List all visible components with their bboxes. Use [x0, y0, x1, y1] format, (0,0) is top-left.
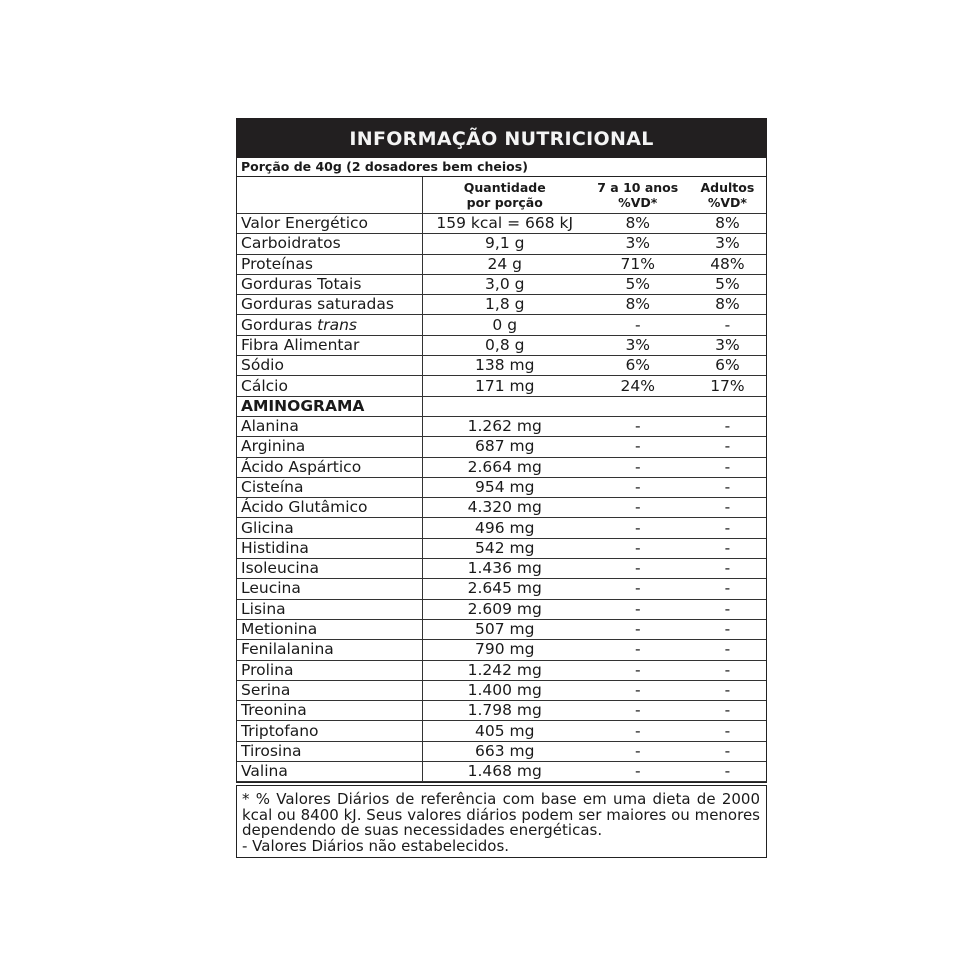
quantity-cell: 0 g [422, 315, 586, 335]
kids-vd-cell: 3% [587, 234, 689, 254]
nutrient-name: Metionina [237, 619, 422, 639]
nutrient-name: Cisteína [237, 477, 422, 497]
kids-vd-cell: - [587, 701, 689, 721]
nutrient-name-prefix: Gorduras [241, 315, 313, 334]
quantity-cell: 171 mg [422, 376, 586, 396]
kids-vd-cell: - [587, 599, 689, 619]
adults-vd-cell: 5% [689, 274, 766, 294]
quantity-cell: 496 mg [422, 518, 586, 538]
aminogram-row [237, 721, 766, 741]
nutrient-name: Lisina [237, 599, 422, 619]
quantity-cell: 663 mg [422, 741, 586, 761]
adults-vd-cell: - [689, 599, 766, 619]
aminogram-row [237, 619, 766, 639]
kids-vd-cell: - [587, 741, 689, 761]
kids-vd-cell: - [587, 721, 689, 741]
kids-vd-cell: 71% [587, 254, 689, 274]
nutrient-row [237, 254, 766, 274]
nutrient-name: Arginina [237, 437, 422, 457]
nutrient-name-italic: trans [317, 315, 357, 334]
adults-vd-cell: 3% [689, 335, 766, 355]
nutrient-name: Valina [237, 762, 422, 782]
aminogram-row [237, 640, 766, 660]
aminogram-header-row [237, 396, 766, 416]
kids-vd-cell: 8% [587, 214, 689, 234]
nutrient-name: Fibra Alimentar [237, 335, 422, 355]
nutrient-name: Gorduras Totais [237, 274, 422, 294]
quantity-cell: 2.664 mg [422, 457, 586, 477]
qty-header-line1: Quantidade [463, 180, 546, 195]
aminogram-row [237, 599, 766, 619]
nutrient-name: Triptofano [237, 721, 422, 741]
adults-vd-cell: - [689, 477, 766, 497]
quantity-cell: 9,1 g [422, 234, 586, 254]
kids-vd-cell: - [587, 457, 689, 477]
adults-vd-cell: - [689, 762, 766, 782]
aminogram-row [237, 762, 766, 782]
quantity-cell: 1,8 g [422, 295, 586, 315]
aminogram-row [237, 680, 766, 700]
adults-vd-cell: - [689, 538, 766, 558]
kids-vd-cell: 8% [587, 295, 689, 315]
quantity-cell: 2.645 mg [422, 579, 586, 599]
nutrient-name: Isoleucina [237, 559, 422, 579]
nutrient-row [237, 376, 766, 396]
adults-vd-cell: 48% [689, 254, 766, 274]
nutrient-name: Sódio [237, 356, 422, 376]
aminogram-row [237, 701, 766, 721]
nutrient-name: Valor Energético [237, 214, 422, 234]
nutrient-name: Cálcio [237, 376, 422, 396]
aminogram-row [237, 741, 766, 761]
kids-vd-cell: - [587, 315, 689, 335]
quantity-cell: 159 kcal = 668 kJ [422, 214, 586, 234]
aminogram-label: AMINOGRAMA [237, 396, 422, 416]
panel-title: INFORMAÇÃO NUTRICIONAL [236, 118, 767, 158]
nutrient-row [237, 274, 766, 294]
adults-vd-cell: - [689, 457, 766, 477]
adults-vd-cell: - [689, 660, 766, 680]
quantity-cell: 3,0 g [422, 274, 586, 294]
aminogram-row [237, 579, 766, 599]
adults-vd-cell: 8% [689, 295, 766, 315]
nutrient-row [237, 315, 766, 335]
nutrient-name: Fenilalanina [237, 640, 422, 660]
aminogram-row [237, 538, 766, 558]
quantity-cell: 507 mg [422, 619, 586, 639]
quantity-cell: 138 mg [422, 356, 586, 376]
nutrient-name: Glicina [237, 518, 422, 538]
nutrient-name: Proteínas [237, 254, 422, 274]
quantity-cell: 1.242 mg [422, 660, 586, 680]
kids-vd-cell: - [587, 660, 689, 680]
quantity-cell: 1.262 mg [422, 416, 586, 436]
footnote-box [236, 785, 767, 858]
nutrient-row [237, 356, 766, 376]
kids-vd-cell: - [587, 640, 689, 660]
adults-vd-cell: - [689, 579, 766, 599]
nutrient-row [237, 234, 766, 254]
adults-vd-cell: - [689, 498, 766, 518]
nutrient-row [237, 214, 766, 234]
adults-vd-cell: 8% [689, 214, 766, 234]
quantity-cell: 1.436 mg [422, 559, 586, 579]
adults-vd-cell: - [689, 559, 766, 579]
kids-vd-cell: - [587, 416, 689, 436]
kids-vd-cell: 6% [587, 356, 689, 376]
aminogram-row [237, 477, 766, 497]
nutrition-facts-panel [236, 118, 767, 858]
nutrient-name [237, 315, 422, 335]
adults-vd-cell: - [689, 680, 766, 700]
nutrient-name: Carboidratos [237, 234, 422, 254]
kids-vd-cell: - [587, 680, 689, 700]
kids-vd-cell: - [587, 619, 689, 639]
adults-vd-cell: - [689, 518, 766, 538]
adults-vd-cell: - [689, 619, 766, 639]
kids-vd-cell: 24% [587, 376, 689, 396]
aminogram-row [237, 518, 766, 538]
nutrient-name: Treonina [237, 701, 422, 721]
quantity-cell: 2.609 mg [422, 599, 586, 619]
kids-header-line1: 7 a 10 anos [597, 180, 679, 195]
quantity-cell: 405 mg [422, 721, 586, 741]
adults-vd-cell: 3% [689, 234, 766, 254]
nutrient-row [237, 335, 766, 355]
column-header-quantity [422, 177, 586, 214]
quantity-cell: 687 mg [422, 437, 586, 457]
aminogram-section [237, 396, 766, 416]
nutrient-name: Alanina [237, 416, 422, 436]
aminogram-row [237, 498, 766, 518]
adults-vd-cell: - [689, 741, 766, 761]
aminogram-row [237, 437, 766, 457]
kids-vd-cell: - [587, 579, 689, 599]
footnote-daily-values: * % Valores Diários de referência com base em uma dieta de 2000 kcal ou 8400 kJ. Seus valores diários podem ser maiores ou menores dependendo de suas necessidades energéticas. [242, 790, 760, 840]
portion-size: Porção de 40g (2 dosadores bem cheios) [237, 158, 766, 177]
quantity-cell: 790 mg [422, 640, 586, 660]
adults-vd-cell: - [689, 437, 766, 457]
column-header-adults [689, 177, 766, 214]
nutrition-table-box [236, 158, 767, 783]
column-header-nutrient [237, 177, 422, 214]
nutrient-rows [237, 214, 766, 397]
adults-vd-cell: 17% [689, 376, 766, 396]
adults-vd-cell: - [689, 416, 766, 436]
aminogram-row [237, 559, 766, 579]
adults-header-line1: Adultos [700, 180, 755, 195]
nutrient-name: Leucina [237, 579, 422, 599]
kids-vd-cell: - [587, 559, 689, 579]
kids-vd-cell: - [587, 477, 689, 497]
quantity-cell: 542 mg [422, 538, 586, 558]
column-header-row [237, 177, 766, 214]
quantity-cell: 0,8 g [422, 335, 586, 355]
nutrient-name: Prolina [237, 660, 422, 680]
quantity-cell: 4.320 mg [422, 498, 586, 518]
nutrient-name: Ácido Glutâmico [237, 498, 422, 518]
nutrient-name: Ácido Aspártico [237, 457, 422, 477]
quantity-cell: 1.798 mg [422, 701, 586, 721]
aminogram-row [237, 457, 766, 477]
adults-vd-cell: - [689, 721, 766, 741]
adults-vd-cell: - [689, 640, 766, 660]
adults-vd-cell: 6% [689, 356, 766, 376]
column-header-kids [587, 177, 689, 214]
nutrient-name: Histidina [237, 538, 422, 558]
kids-vd-cell: - [587, 538, 689, 558]
kids-vd-cell: - [587, 498, 689, 518]
nutrient-name: Gorduras saturadas [237, 295, 422, 315]
kids-vd-cell: - [587, 762, 689, 782]
qty-header-line2: por porção [466, 195, 543, 210]
quantity-cell: 1.468 mg [422, 762, 586, 782]
adults-vd-cell: - [689, 315, 766, 335]
kids-vd-cell: 3% [587, 335, 689, 355]
quantity-cell: 1.400 mg [422, 680, 586, 700]
kids-vd-cell: 5% [587, 274, 689, 294]
footnote-not-established: - Valores Diários não estabelecidos. [242, 836, 510, 855]
aminogram-rows [237, 416, 766, 781]
kids-vd-cell: - [587, 437, 689, 457]
nutrition-table [237, 177, 766, 782]
quantity-cell: 954 mg [422, 477, 586, 497]
adults-header-line2: %VD* [707, 195, 747, 210]
kids-header-line2: %VD* [618, 195, 658, 210]
aminogram-row [237, 660, 766, 680]
nutrient-name: Tirosina [237, 741, 422, 761]
adults-vd-cell: - [689, 701, 766, 721]
quantity-cell: 24 g [422, 254, 586, 274]
kids-vd-cell: - [587, 518, 689, 538]
nutrient-name: Serina [237, 680, 422, 700]
nutrient-row [237, 295, 766, 315]
aminogram-row [237, 416, 766, 436]
